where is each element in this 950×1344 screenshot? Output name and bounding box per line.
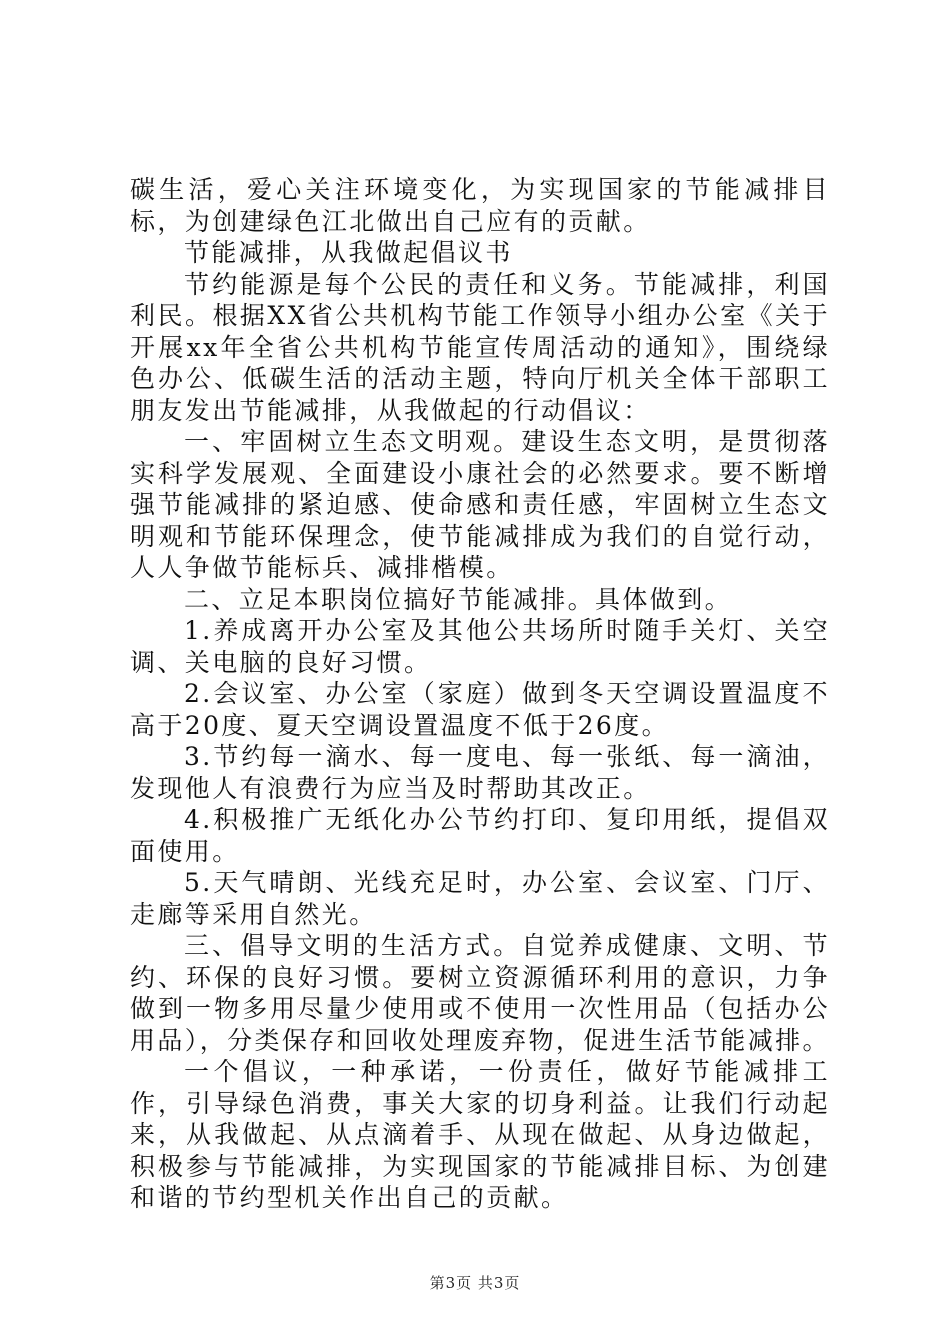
list-item-5: 5.天气晴朗、光线充足时，办公室、会议室、门厅、走廊等采用自然光。 xyxy=(130,868,830,929)
paragraph-point-2: 二、立足本职岗位搞好节能减排。具体做到。 xyxy=(184,584,733,614)
page-number-footer: 第3页 共3页 xyxy=(429,1274,521,1292)
list-item-1: 1.养成离开办公室及其他公共场所时随手关灯、关空调、关电脑的良好习惯。 xyxy=(130,616,830,677)
paragraph-continuation: 碳生活，爱心关注环境变化，为实现国家的节能减排目标，为创建绿色江北做出自己应有的贡献。 xyxy=(130,175,830,236)
section-title: 节能减排，从我做起倡议书 xyxy=(184,238,513,267)
document-body xyxy=(130,174,830,1214)
paragraph-point-3: 三、倡导文明的生活方式。自觉养成健康、文明、节约、环保的良好习惯。要树立资源循环利用的意识，力争做到一物多用尽量少使用或不使用一次性用品（包括办公用品），分类保存和回收处理废弃物，促进生活节能减排。 xyxy=(130,931,830,1055)
paragraph-point-1: 一、牢固树立生态文明观。建设生态文明，是贯彻落实科学发展观、全面建设小康社会的必然要求。要不断增强节能减排的紧迫感、使命感和责任感，牢固树立生态文明观和节能环保理念，使节能减排成为我们的自觉行动，人人争做节能标兵、减排楷模。 xyxy=(130,427,830,582)
list-item-3: 3.节约每一滴水、每一度电、每一张纸、每一滴油，发现他人有浪费行为应当及时帮助其改正。 xyxy=(130,742,830,803)
paragraph-intro: 节约能源是每个公民的责任和义务。节能减排，利国利民。根据XX省公共机构节能工作领导小组办公室《关于开展xx年全省公共机构节能宣传周活动的通知》，围绕绿色办公、低碳生活的活动主题，特向厅机关全体干部职工朋友发出节能减排，从我做起的行动倡议： xyxy=(130,269,830,425)
paragraph-closing: 一个倡议，一种承诺，一份责任，做好节能减排工作，引导绿色消费，事关大家的切身利益。让我们行动起来，从我做起、从点滴着手、从现在做起、从身边做起，积极参与节能减排，为实现国家的节能减排目标、为创建和谐的节约型机关作出自己的贡献。 xyxy=(130,1057,830,1212)
list-item-4: 4.积极推广无纸化办公节约打印、复印用纸，提倡双面使用。 xyxy=(130,805,830,866)
list-item-2: 2.会议室、办公室（家庭）做到冬天空调设置温度不高于20度、夏天空调设置温度不低于26度。 xyxy=(130,679,830,740)
